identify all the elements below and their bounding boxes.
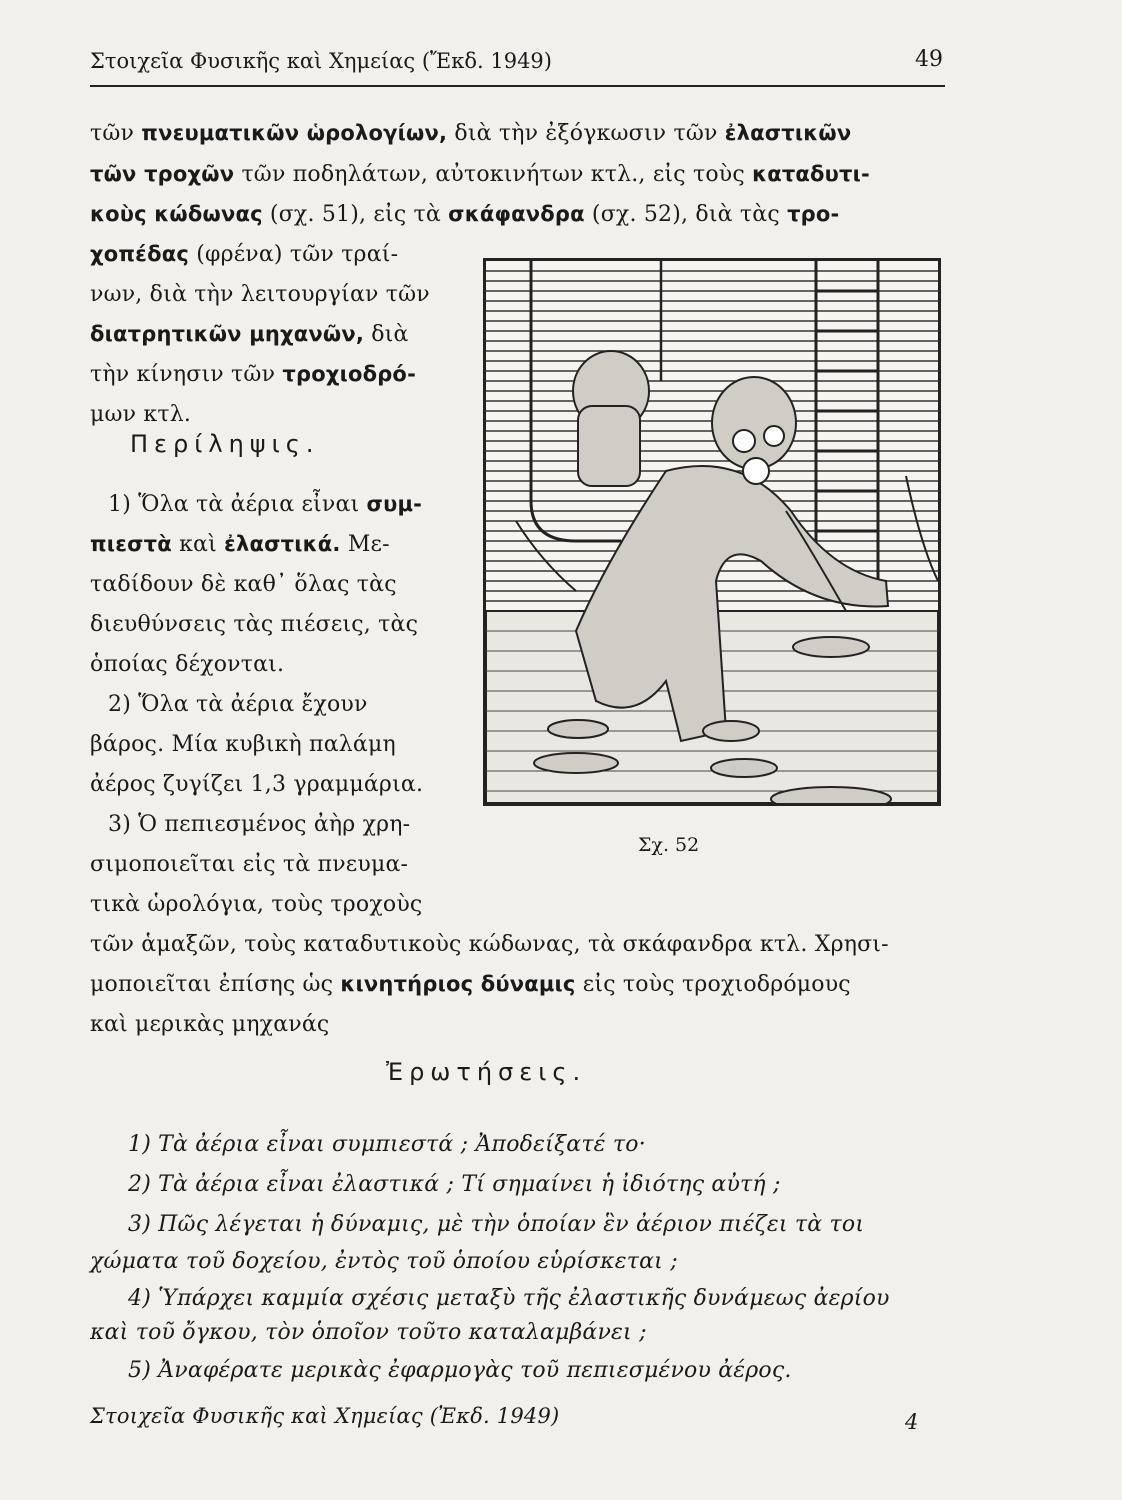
footer-title: Στοιχεῖα Φυσικῆς καὶ Χημείας (Ἐκδ. 1949) bbox=[90, 1404, 560, 1428]
figure-caption: Σχ. 52 bbox=[638, 834, 700, 856]
header-title: Στοιχεῖα Φυσικῆς καὶ Χημείας (Ἔκδ. 1949) bbox=[90, 49, 552, 73]
intro-line-1: τῶν πνευματικῶν ὡρολογίων, διὰ τὴν ἐξόγκωσιν τῶν ἐλαστικῶν bbox=[90, 121, 852, 146]
question-4-line-1: 4) Ὑπάρχει καμμία σχέσις μεταξὺ τῆς ἐλαστικῆς δυνάμεως ἀερίου bbox=[128, 1286, 890, 1311]
intro-line-4: χοπέδας (φρένα) τῶν τραί- bbox=[90, 242, 399, 267]
footer-signature: 4 bbox=[905, 1410, 919, 1434]
intro-line-2: τῶν τροχῶν τῶν ποδηλάτων, αὐτοκινήτων κτλ., εἰς τοὺς καταδυτι- bbox=[90, 162, 870, 187]
summary-line-10: σιμοποιεῖται εἰς τὰ πνευμα- bbox=[90, 852, 409, 877]
question-3-line-1: 3) Πῶς λέγεται ἡ δύναμις, μὲ τὴν ὁποίαν ἓν ἀέριον πιέζει τὰ τοι bbox=[128, 1212, 865, 1237]
summary-heading: Περίληψις. bbox=[130, 430, 320, 458]
running-header bbox=[90, 45, 945, 87]
summary-line-13: μοποιεῖται ἐπίσης ὡς κινητήριος δύναμις εἰς τοὺς τροχιοδρόμους bbox=[90, 972, 851, 997]
diver-illustration bbox=[483, 258, 941, 806]
questions-heading: Ἐρωτήσεις. bbox=[386, 1058, 587, 1086]
summary-line-3: ταδίδουν δὲ καθ᾽ ὅλας τὰς bbox=[90, 572, 397, 597]
summary-line-11: τικὰ ὡρολόγια, τοὺς τροχοὺς bbox=[90, 892, 423, 917]
summary-line-6: 2) Ὅλα τὰ ἀέρια ἔχουν bbox=[108, 692, 368, 717]
intro-line-6: διατρητικῶν μηχανῶν, διὰ bbox=[90, 322, 409, 347]
summary-line-12: τῶν ἁμαξῶν, τοὺς καταδυτικοὺς κώδωνας, τὰ σκάφανδρα κτλ. Χρησι- bbox=[90, 932, 889, 957]
question-2: 2) Τὰ ἀέρια εἶναι ἐλαστικά ; Τί σημαίνει ἡ ἰδιότης αὐτή ; bbox=[128, 1172, 781, 1197]
summary-line-5: ὁποίας δέχονται. bbox=[90, 652, 285, 677]
summary-line-8: ἀέρος ζυγίζει 1,3 γραμμάρια. bbox=[90, 772, 424, 797]
intro-line-5: νων, διὰ τὴν λειτουργίαν τῶν bbox=[90, 282, 430, 307]
summary-line-2: πιεστὰ καὶ ἐλαστικά. Με- bbox=[90, 532, 390, 557]
question-3-line-2: χώματα τοῦ δοχείου, ἐντὸς τοῦ ὁποίου εὑρίσκεται ; bbox=[90, 1249, 678, 1274]
intro-line-3: κοὺς κώδωνας (σχ. 51), εἰς τὰ σκάφανδρα (σχ. 52), διὰ τὰς τρο- bbox=[90, 202, 840, 227]
summary-line-7: βάρος. Μία κυβικὴ παλάμη bbox=[90, 732, 396, 757]
summary-line-14: καὶ μερικὰς μηχανάς bbox=[90, 1012, 330, 1037]
page-number: 49 bbox=[915, 47, 943, 72]
intro-line-7: τὴν κίνησιν τῶν τροχιοδρό- bbox=[90, 362, 416, 387]
summary-line-4: διευθύνσεις τὰς πιέσεις, τὰς bbox=[90, 612, 419, 637]
summary-line-1: 1) Ὅλα τὰ ἀέρια εἶναι συμ- bbox=[108, 492, 423, 517]
question-4-line-2: καὶ τοῦ ὄγκου, τὸν ὁποῖον τοῦτο καταλαμβάνει ; bbox=[90, 1320, 647, 1345]
question-5: 5) Ἀναφέρατε μερικὰς ἐφαρμογὰς τοῦ πεπιεσμένου ἀέρος. bbox=[128, 1358, 792, 1383]
intro-line-8: μων κτλ. bbox=[90, 402, 192, 427]
diver-drawing bbox=[486, 261, 938, 803]
question-1: 1) Τὰ ἀέρια εἶναι συμπιεστά ; Ἀποδείξατέ το· bbox=[128, 1132, 646, 1157]
summary-line-9: 3) Ὁ πεπιεσμένος ἀὴρ χρη- bbox=[108, 812, 411, 837]
